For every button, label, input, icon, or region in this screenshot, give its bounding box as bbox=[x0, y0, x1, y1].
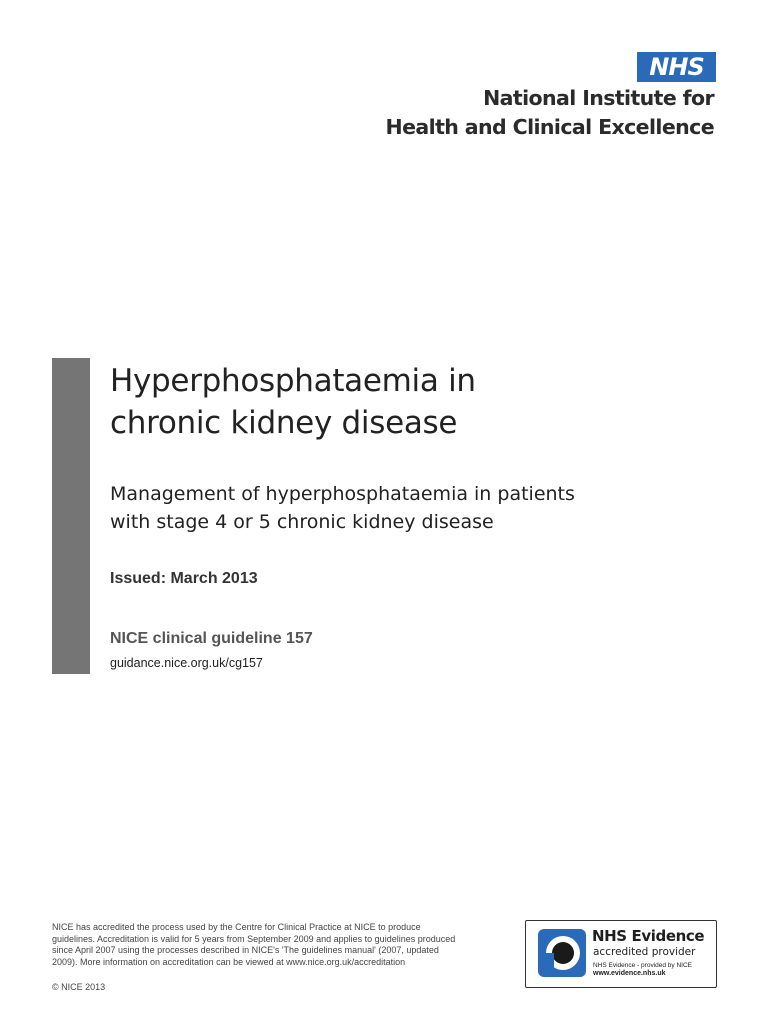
accreditation-line-4: 2009). More information on accreditation can be viewed at www.nice.org.uk/accreditation bbox=[52, 956, 406, 967]
nhs-logo: NHS bbox=[637, 52, 716, 82]
accreditation-line-1: NICE has accredited the process used by the Centre for Clinical Practice at NICE to produce bbox=[52, 922, 421, 932]
copyright-notice: © NICE 2013 bbox=[52, 982, 106, 992]
accreditation-line-2: guidelines. Accreditation is valid for 5 years from September 2009 and applies to guidelines produced bbox=[52, 933, 456, 944]
title-side-bar bbox=[52, 358, 90, 674]
accreditation-statement bbox=[52, 922, 522, 968]
evidence-provider: NHS Evidence - provided by NICE bbox=[593, 962, 692, 969]
organisation-name-line-1: National Institute for bbox=[483, 86, 714, 110]
evidence-subtitle: accredited provider bbox=[593, 946, 696, 958]
document-subtitle-line-1: Management of hyperphosphataemia in patients bbox=[110, 483, 575, 505]
organisation-name-line-2: Health and Clinical Excellence bbox=[385, 115, 714, 139]
document-title-line-1: Hyperphosphataemia in bbox=[110, 363, 476, 399]
document-subtitle bbox=[110, 480, 710, 536]
document-title-line-2: chronic kidney disease bbox=[110, 405, 458, 441]
accreditation-line-3: since April 2007 using the processes described in NICE's 'The guidelines manual' (2007, updated bbox=[52, 945, 439, 955]
nhs-evidence-badge bbox=[525, 920, 717, 988]
evidence-website: www.evidence.nhs.uk bbox=[593, 970, 666, 977]
document-subtitle-line-2: with stage 4 or 5 chronic kidney disease bbox=[110, 511, 494, 533]
nhs-evidence-logo-icon bbox=[536, 927, 588, 979]
guidance-url: guidance.nice.org.uk/cg157 bbox=[110, 656, 263, 670]
document-title bbox=[110, 360, 710, 444]
guideline-number: NICE clinical guideline 157 bbox=[110, 630, 313, 647]
issued-date: Issued: March 2013 bbox=[110, 570, 258, 587]
evidence-title: NHS Evidence bbox=[592, 927, 705, 945]
organisation-name bbox=[386, 84, 714, 142]
